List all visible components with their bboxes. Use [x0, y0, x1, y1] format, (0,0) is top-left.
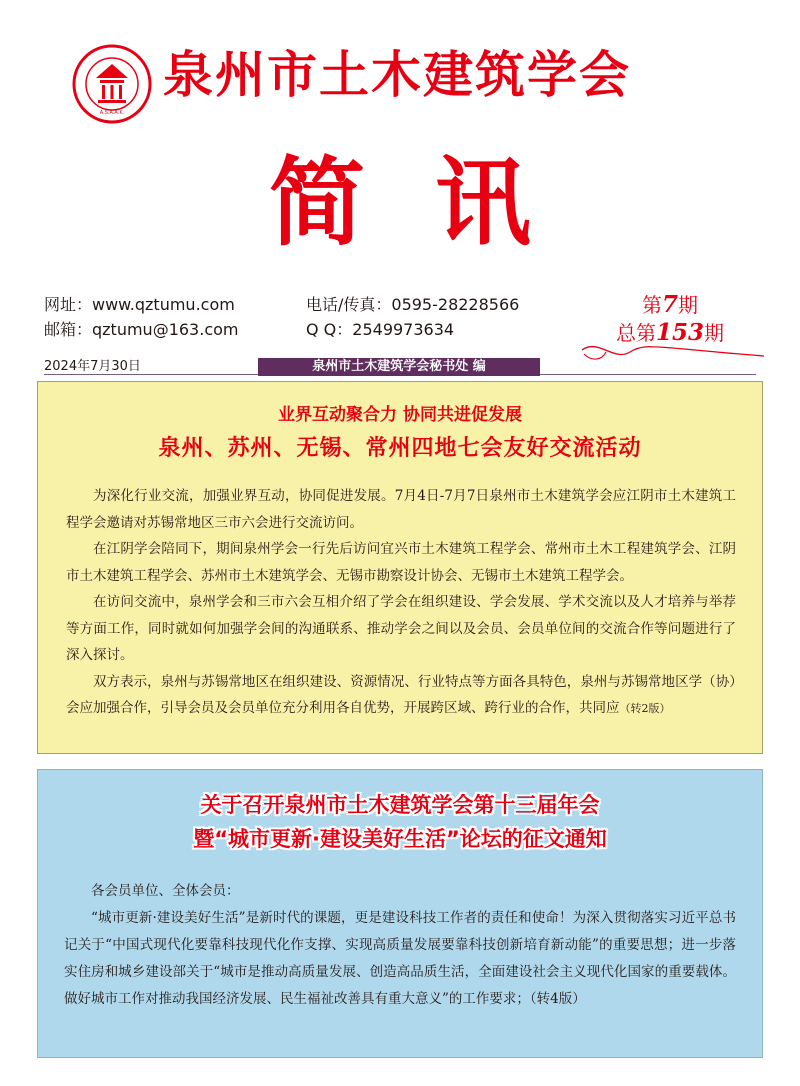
article1-paragraph: 在江阴学会陪同下，期间泉州学会一行先后访问宜兴市土木建筑工程学会、常州市土木工程建筑学会、江阴市土木建筑工程学会、苏州市土木建筑学会、无锡市勘察设计协会、无锡市土木建筑工程学会。: [66, 541, 736, 584]
continue-note: （转2版）: [619, 702, 671, 715]
article1-body: [66, 483, 736, 723]
article2-headline-line1: 关于召开泉州市土木建筑学会第十三届年会: [200, 793, 600, 817]
article-exchange-activity: [37, 381, 763, 754]
editor-banner: 泉州市土木建筑学会秘书处 编: [258, 358, 540, 376]
issue-number-block: [600, 292, 740, 346]
phone-fax: 电话/传真：0595-28228566: [306, 295, 520, 314]
article2-paragraph: “城市更新·建设美好生活”是新时代的课题，更是建设科技工作者的责任和使命！为深入贯彻落实习近平总书记关于“中国式现代化要靠科技现代化作支撑、实现高质量发展要靠科技创新培育新动能”的重要思想；进一步落实住房和城乡建设部关于“城市是推动高质量发展、创造高品质生活，全面建设社会主义现代化国家的重要载体。做好城市工作对推动我国经济发展、民生福祉改善具有重大意义”的工作要求；（转4版）: [64, 910, 736, 1007]
article1-paragraph: 为深化行业交流，加强业界互动，协同促进发展。7月4日-7月7日泉州市土木建筑学会应江阴市土木建筑工程学会邀请对苏锡常地区三市六会进行交流访问。: [66, 488, 736, 531]
email: 邮箱：qztumu@163.com: [44, 320, 239, 339]
publish-date: 2024年7月30日: [44, 359, 141, 374]
org-name: 泉州市土木建筑学会: [163, 45, 631, 104]
article-annual-meeting-notice: [37, 769, 763, 1058]
continue-note: （转4版）: [529, 991, 586, 1007]
qq-number: Q Q：2549973634: [306, 320, 455, 339]
article1-headline: 泉州、苏州、无锡、常州四地七会友好交流活动: [158, 436, 642, 461]
decorative-flourish: [578, 340, 768, 366]
article2-headline-line2: 暨“城市更新·建设美好生活”论坛的征文通知: [193, 827, 607, 851]
article2-paragraph: 各会员单位、全体会员：: [91, 883, 240, 899]
issue-number: 第7期: [641, 291, 698, 318]
newsletter-title: 简讯: [269, 146, 601, 259]
website: 网址：www.qztumu.com: [44, 295, 235, 314]
society-logo: [72, 44, 152, 124]
article1-subtitle: 业界互动聚合力 协同共进促发展: [278, 405, 522, 425]
article1-paragraph: 双方表示，泉州与苏锡常地区在组织建设、资源情况、行业特点等方面各具特色，泉州与苏锡常地区学（协）会应加强合作，引导会员及会员单位充分利用各自优势，开展跨区域、跨行业的合作，共同应（转2版）: [66, 673, 736, 716]
article1-paragraph: 在访问交流中，泉州学会和三市六会互相介绍了学会在组织建设、学会发展、学术交流以及人才培养与举荐等方面工作，同时就如何加强学会间的沟通联系、推动学会之间以及会员、会员单位间的交流合作等问题进行了深入探讨。: [66, 594, 736, 663]
total-issue-number: 总第153期: [615, 319, 724, 346]
svg-text:A.S.A.A.K.: A.S.A.A.K.: [99, 110, 125, 116]
article2-body: [64, 878, 736, 1013]
